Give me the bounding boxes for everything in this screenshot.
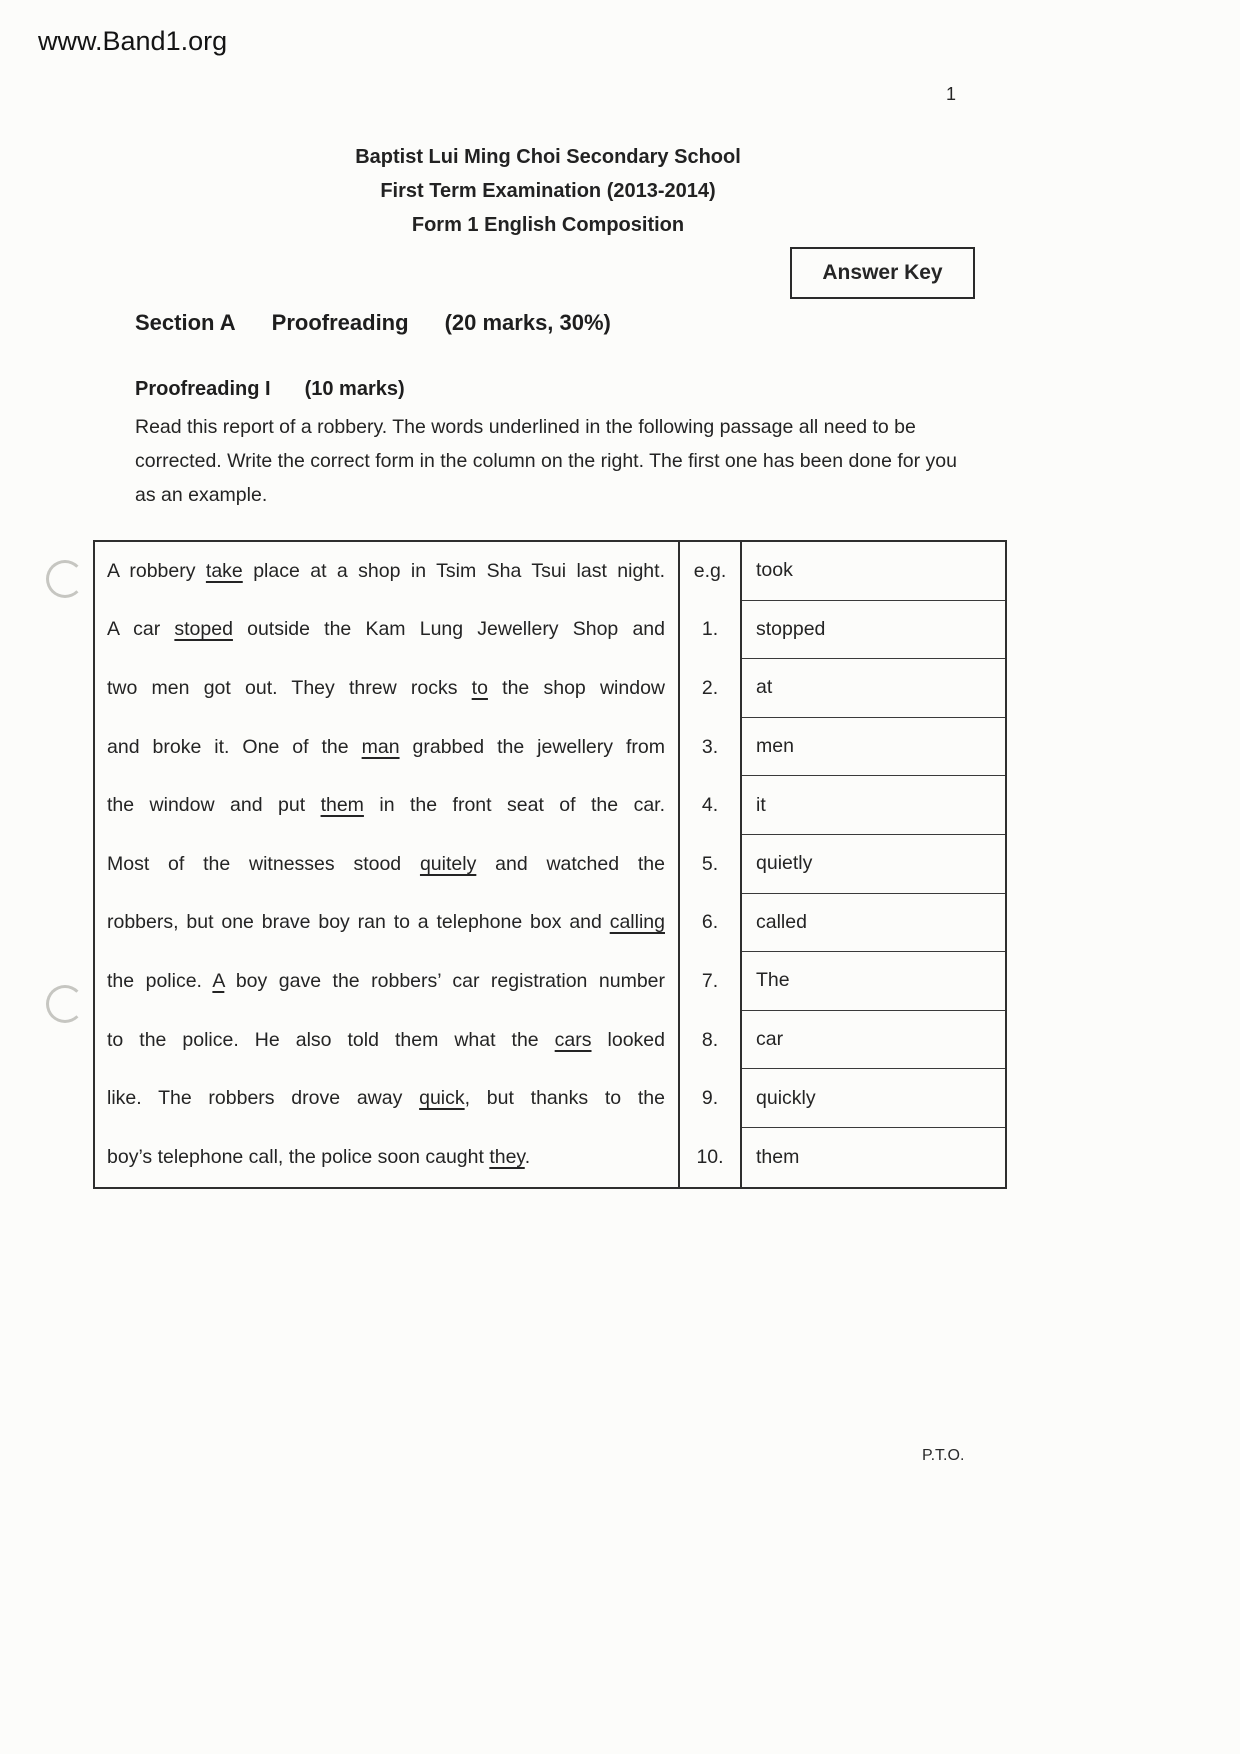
answer-cell <box>742 835 1005 894</box>
answer-text: The <box>756 969 790 992</box>
answer-cell <box>742 952 1005 1011</box>
paper-title: Form 1 English Composition <box>411 214 685 236</box>
item-number: 6. <box>680 894 742 953</box>
underlined-word: calling <box>609 911 665 934</box>
passage-line <box>107 1029 665 1052</box>
passage-cell <box>95 1128 680 1187</box>
passage-text-after: the shop window <box>487 676 665 699</box>
part-title: Proofreading I <box>135 378 271 400</box>
passage-line <box>107 794 665 817</box>
passage-cell <box>95 1069 680 1128</box>
answer-cell <box>742 659 1005 718</box>
passage-text-after: . <box>524 1145 531 1168</box>
passage-text-before: boy’s telephone call, the police soon caught <box>107 1145 490 1168</box>
hole-punch-mark <box>46 560 84 598</box>
page-turn-over-label: P.T.O. <box>922 1447 965 1464</box>
hole-punch-mark <box>46 985 84 1023</box>
passage-text-after: looked <box>591 1028 665 1051</box>
table-row <box>95 1069 1005 1128</box>
answer-cell <box>742 1128 1005 1187</box>
table-row <box>95 894 1005 953</box>
passage-cell <box>95 542 680 601</box>
table-row <box>95 1011 1005 1070</box>
passage-cell <box>95 894 680 953</box>
exam-header <box>0 140 1096 242</box>
underlined-word: take <box>205 559 243 582</box>
passage-text-after: place at a shop in Tsim Sha Tsui last night. <box>242 559 665 582</box>
passage-text-after: and watched the <box>476 852 665 875</box>
underlined-word: man <box>361 735 400 758</box>
passage-cell <box>95 718 680 777</box>
passage-text-after: , but thanks to the <box>464 1087 665 1110</box>
underlined-word: quitely <box>419 852 477 875</box>
exam-title: First Term Examination (2013-2014) <box>380 180 716 202</box>
answer-key-label: Answer Key <box>822 261 943 284</box>
item-number: 10. <box>680 1128 742 1187</box>
passage-text-before: to the police. He also told them what the <box>107 1028 555 1051</box>
table-row <box>95 659 1005 718</box>
page-number: 1 <box>946 84 957 104</box>
passage-line <box>107 560 665 583</box>
item-number: 3. <box>680 718 742 777</box>
passage-cell <box>95 952 680 1011</box>
underlined-word: stoped <box>174 618 233 641</box>
answer-text: car <box>756 1028 784 1051</box>
item-number: 1. <box>680 601 742 660</box>
section-marks: (20 marks, 30%) <box>444 310 611 335</box>
passage-line <box>107 853 665 876</box>
section-heading <box>135 310 611 336</box>
answer-text: quietly <box>756 852 813 875</box>
underlined-word: to <box>471 676 488 699</box>
passage-cell <box>95 835 680 894</box>
passage-text-before: the police. <box>107 969 213 992</box>
table-row <box>95 776 1005 835</box>
passage-line <box>107 970 665 993</box>
underlined-word: them <box>320 794 364 817</box>
passage-text-before: Most of the witnesses stood <box>107 852 420 875</box>
answer-text: at <box>756 676 773 699</box>
school-name: Baptist Lui Ming Choi Secondary School <box>355 146 741 168</box>
item-number: 5. <box>680 835 742 894</box>
passage-text-after: outside the Kam Lung Jewellery Shop and <box>232 618 665 641</box>
answer-cell <box>742 718 1005 777</box>
passage-cell <box>95 776 680 835</box>
table-row <box>95 718 1005 777</box>
answer-text: stopped <box>756 617 826 640</box>
answer-text: called <box>756 910 807 933</box>
proofreading-table <box>93 540 1007 1189</box>
item-number: 8. <box>680 1011 742 1070</box>
answer-text: quickly <box>756 1086 816 1109</box>
underlined-word: A <box>212 969 225 992</box>
answer-cell <box>742 776 1005 835</box>
passage-cell <box>95 601 680 660</box>
section-title: Proofreading <box>271 310 409 335</box>
passage-line <box>107 1087 665 1110</box>
underlined-word: cars <box>554 1028 592 1051</box>
passage-text-before: the window and put <box>107 794 321 817</box>
table-row <box>95 601 1005 660</box>
answer-cell <box>742 894 1005 953</box>
passage-line <box>107 618 665 641</box>
underlined-word: they <box>489 1145 525 1168</box>
table-row <box>95 952 1005 1011</box>
answer-cell <box>742 1011 1005 1070</box>
passage-text-before: like. The robbers drove away <box>107 1087 420 1110</box>
passage-text-after: in the front seat of the car. <box>363 794 665 817</box>
passage-line <box>107 677 665 700</box>
item-number: 2. <box>680 659 742 718</box>
part-heading <box>135 378 405 401</box>
item-number: 7. <box>680 952 742 1011</box>
instructions: Read this report of a robbery. The words underlined in the following passage all need to be corrected. Write the correct form in the column on the right. The first one has been done for you as an example. <box>135 416 957 506</box>
passage-cell <box>95 659 680 718</box>
item-number: 9. <box>680 1069 742 1128</box>
passage-line <box>107 1146 665 1169</box>
answer-text: it <box>756 793 766 816</box>
item-number: 4. <box>680 776 742 835</box>
passage-line <box>107 911 665 934</box>
table-row <box>95 542 1005 601</box>
answer-text: took <box>756 559 793 582</box>
passage-text-before: A robbery <box>107 559 206 582</box>
answer-cell <box>742 542 1005 601</box>
section-label: Section A <box>135 310 236 335</box>
passage-text-before: robbers, but one brave boy ran to a telephone box and <box>107 911 610 934</box>
passage-text-before: two men got out. They threw rocks <box>107 676 472 699</box>
table-row <box>95 835 1005 894</box>
passage-text-after: boy gave the robbers’ car registration number <box>224 969 666 992</box>
answer-cell <box>742 601 1005 660</box>
passage-text-after: grabbed the jewellery from <box>399 735 666 758</box>
site-watermark: www.Band1.org <box>38 26 228 56</box>
item-number: e.g. <box>680 542 742 601</box>
underlined-word: quick <box>419 1087 465 1110</box>
part-marks: (10 marks) <box>304 378 405 400</box>
passage-text-before: and broke it. One of the <box>107 735 362 758</box>
passage-text-before: A car <box>107 618 175 641</box>
answer-text: them <box>756 1145 800 1168</box>
passage-cell <box>95 1011 680 1070</box>
answer-key-box <box>790 247 975 299</box>
answer-cell <box>742 1069 1005 1128</box>
passage-line <box>107 736 665 759</box>
answer-text: men <box>756 735 794 758</box>
table-row <box>95 1128 1005 1187</box>
